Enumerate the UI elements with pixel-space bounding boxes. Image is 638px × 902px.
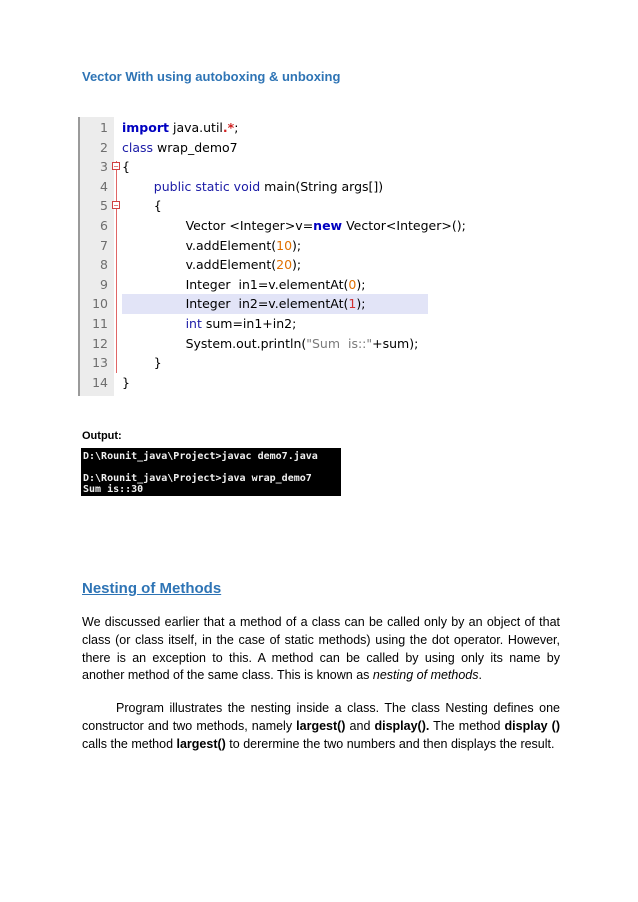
line-number: 5 (100, 198, 108, 214)
code-text: Integer in1=v.elementAt(0); (122, 276, 366, 292)
code-text: Integer in2=v.elementAt(1); (122, 294, 428, 314)
fold-collapse-icon: − (113, 162, 119, 171)
paragraph-text: and (345, 718, 375, 733)
code-line (78, 196, 428, 216)
line-number: 4 (100, 178, 108, 194)
code-text: } (122, 355, 162, 371)
console-line: D:\Rounit_java\Project>java wrap_demo7 (83, 473, 312, 484)
code-line (78, 138, 428, 158)
paragraph-text: calls the method (82, 736, 177, 751)
paragraph-text: The method (429, 718, 505, 733)
line-number: 6 (100, 218, 108, 233)
line-number: 14 (92, 374, 108, 390)
line-number: 8 (100, 257, 108, 273)
bold-term: largest() (296, 718, 346, 733)
line-number: 7 (100, 237, 108, 253)
line-number: 11 (92, 316, 108, 331)
code-line (78, 157, 428, 177)
console-output (81, 448, 341, 496)
code-line (78, 373, 428, 393)
code-text: { (122, 198, 162, 214)
paragraph-nesting-intro (82, 614, 560, 685)
code-line (78, 236, 428, 256)
paragraph-text: to derermine the two numbers and then displays the result. (225, 736, 555, 751)
code-line (78, 294, 428, 314)
line-number: 1 (100, 120, 108, 135)
code-text: v.addElement(10); (122, 237, 302, 253)
line-number: 9 (100, 276, 108, 292)
code-line (78, 255, 428, 275)
code-text: public static void main(String args[]) (153, 178, 384, 194)
paragraph-text: We discussed earlier that a method of a class can be called only by an object of that class (or class itself, in the case of static methods) using the dot operator. However, there is an exception to this. A method can be called by using only its name by another method of the same class. This is known as (82, 615, 560, 683)
code-line (78, 314, 428, 334)
bold-term: display(). (374, 718, 430, 733)
line-number: 13 (92, 355, 108, 371)
code-text: System.out.println("Sum is::"+sum); (122, 335, 419, 351)
code-line (78, 118, 428, 138)
output-label: Output: (82, 430, 122, 442)
bold-term: display () (504, 718, 560, 733)
code-line (78, 353, 428, 373)
code-line (78, 334, 428, 354)
section-heading-vector: Vector With using autoboxing & unboxing (82, 69, 341, 84)
code-line (78, 177, 428, 197)
code-text: } (122, 374, 130, 390)
paragraph-text: . (478, 668, 482, 683)
line-number: 3 (100, 159, 108, 175)
console-line (83, 462, 339, 473)
paragraph-text: Program illustrates the nesting inside a class. The class Nesting defines one constructor and two methods, namely (82, 701, 560, 733)
line-number: 12 (92, 335, 108, 351)
paragraph-nesting-program (82, 700, 560, 753)
code-text: Vector <Integer>v=new Vector<Integer>(); (122, 218, 466, 233)
console-line: Sum is::30 (83, 484, 144, 495)
code-text: int sum=in1+in2; (185, 316, 297, 331)
code-text: { (122, 159, 130, 175)
line-number: 10 (92, 296, 108, 312)
console-line: D:\Rounit_java\Project>javac demo7.java (83, 451, 318, 462)
code-text: class wrap_demo7 (122, 139, 238, 155)
section-heading-nesting: Nesting of Methods (82, 580, 222, 597)
code-editor-snippet (78, 117, 466, 396)
italic-term: nesting of methods (372, 668, 479, 683)
bold-term: largest() (176, 736, 226, 751)
code-text: v.addElement(20); (122, 257, 302, 273)
fold-collapse-icon: − (113, 201, 119, 210)
code-text: import java.util.*; (122, 120, 239, 135)
code-line (78, 275, 428, 295)
line-number: 2 (100, 139, 108, 155)
code-line (78, 216, 466, 236)
